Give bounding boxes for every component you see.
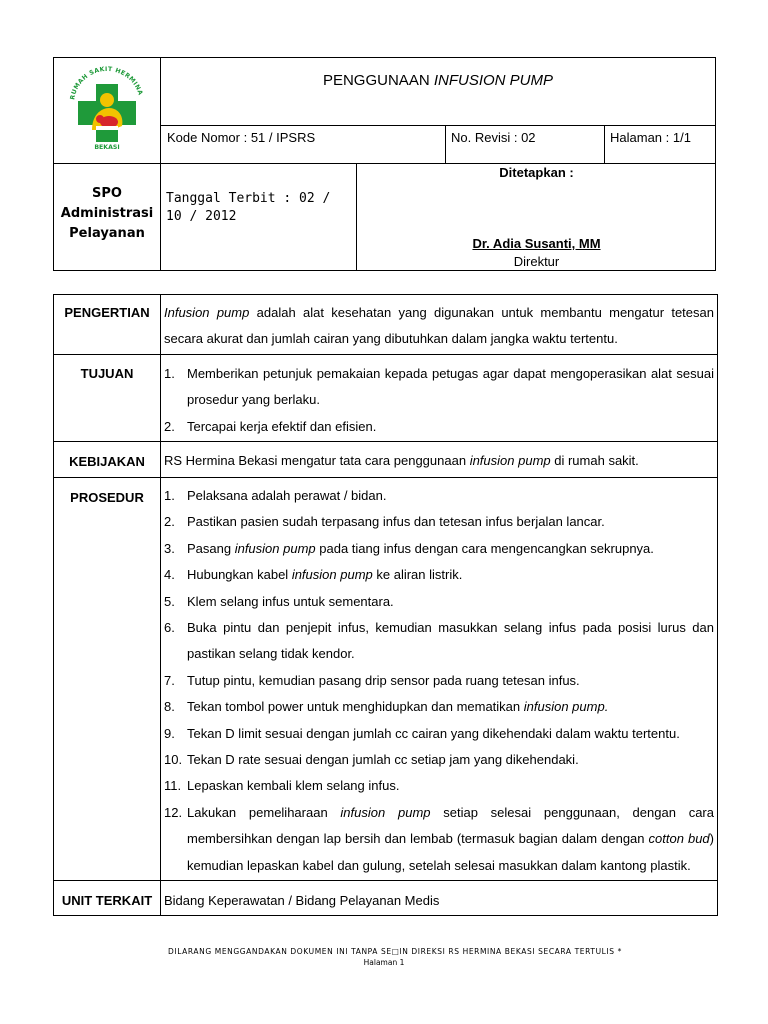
prosedur-item-text: Tekan D limit sesuai dengan jumlah cc cairan yang dikehendaki dalam waktu tertentu. [187,725,680,741]
prosedur-item [164,747,714,773]
prosedur-item-text: ) kemudian lepaskan kabel dan gulung, setelah selesai masukkan dalam kantong plastik. [187,831,714,873]
tujuan-item-number: 2. [164,418,175,434]
prosedur-item [164,536,714,562]
kebijakan-label: KEBIJAKAN [69,454,145,469]
signatory-name: Dr. Adia Susanti, MM [472,236,601,251]
prosedur-item-italic: cotton bud [648,831,710,847]
tujuan-item [164,414,714,440]
prosedur-item-text: pada tiang infus dengan cara mengencangkan sekrupnya. [315,540,654,556]
prosedur-item-number: 12. [164,804,183,820]
document-title [160,72,716,89]
kebijakan-after: di rumah sakit. [550,453,639,468]
prosedur-item [164,615,714,668]
kode-nomor: Kode Nomor : 51 / IPSRS [167,130,316,145]
prosedur-item-text: Pastikan pasien sudah terpasang infus dan tetesan infus berjalan lancar. [187,514,605,530]
content-divider [53,441,718,442]
tujuan-list [164,361,714,440]
prosedur-item [164,668,714,694]
prosedur-item-text: Tekan tombol power untuk menghidupkan dan mematikan [187,699,524,715]
pengertian-body: adalah alat kesehatan yang digunakan untuk membantu mengatur tetesan secara akurat dan jumlah cairan yang dibutuhkan dalam jangka waktu tertentu. [164,305,714,346]
prosedur-item [164,694,714,720]
prosedur-item-number: 1. [164,488,175,503]
header-divider [160,57,161,271]
pengertian-label: PENGERTIAN [64,305,150,320]
spo-line: Administrasi [60,206,154,221]
content-divider [53,354,718,355]
pengertian-italic: Infusion pump [164,305,250,320]
prosedur-item-number: 5. [164,593,175,609]
prosedur-item-text: Lakukan pemeliharaan [187,804,341,820]
prosedur-item-italic: infusion pump. [523,699,609,715]
prosedur-item [164,589,714,615]
tujuan-item-number: 1. [164,366,175,381]
prosedur-item [164,509,714,535]
prosedur-item-number: 6. [164,620,175,636]
content-divider [53,880,718,881]
prosedur-item-italic: infusion pump [291,567,373,583]
prosedur-item-text: Tekan D rate sesuai dengan jumlah cc setiap jam yang dikehendaki. [187,752,579,768]
prosedur-item-text: setiap selesai penggunaan, dengan cara membersihkan dengan lap bersih dan lembab (termasuk bagian dalam dengan [187,804,714,847]
spo-line: Pelayanan [69,226,145,241]
tujuan-item [164,361,714,414]
prosedur-item [164,562,714,588]
hospital-logo [62,64,152,156]
prosedur-item-number: 2. [164,514,175,530]
kebijakan-italic: infusion pump [469,453,551,468]
pengertian-text [164,300,714,352]
prosedur-item-number: 4. [164,567,175,583]
prosedur-item-number: 10. [164,752,183,768]
title-plain: PENGGUNAAN [322,72,434,89]
tujuan-item-text: Tercapai kerja efektif dan efisien. [187,418,377,434]
prosedur-item-text: Hubungkan kabel [187,567,292,583]
prosedur-item-text: Pelaksana adalah perawat / bidan. [187,488,387,503]
content-divider [160,294,161,916]
footer-notice: DILARANG MENGGANDAKAN DOKUMEN INI TANPA SE□IN DIREKSI RS HERMINA BEKASI SECARA TERTULIS * [168,947,622,956]
svg-text:RUMAH SAKIT HERMINA: RUMAH SAKIT HERMINA [69,65,144,101]
tanggal-terbit: Tanggal Terbit : 02 / 10 / 2012 [166,191,331,224]
prosedur-item-italic: infusion pump [340,804,431,820]
header-divider [53,163,716,164]
spo-line: SPO [92,186,122,201]
prosedur-label: PROSEDUR [70,490,144,505]
prosedur-item-text: ke aliran listrik. [372,567,463,583]
prosedur-item-number: 8. [164,699,175,715]
svg-text:BEKASI: BEKASI [94,144,120,151]
prosedur-item [164,773,714,799]
signatory-title: Direktur [513,254,560,269]
prosedur-item-text: Pasang [187,540,235,556]
prosedur-item [164,721,714,747]
prosedur-item-italic: infusion pump [234,540,316,556]
prosedur-item [164,483,714,509]
prosedur-item-text: Lepaskan kembali klem selang infus. [187,778,400,794]
content-divider [53,477,718,478]
prosedur-item-number: 3. [164,540,175,556]
tujuan-item-text: Memberikan petunjuk pemakaian kepada petugas agar dapat mengoperasikan alat sesuai prosedur yang berlaku. [187,366,714,408]
header-divider [604,125,605,163]
prosedur-item-text: Tutup pintu, kemudian pasang drip sensor pada ruang tetesan infus. [187,672,580,688]
kebijakan-text [164,453,714,468]
title-italic: INFUSION PUMP [433,72,554,89]
kebijakan-before: RS Hermina Bekasi mengatur tata cara penggunaan [164,453,470,468]
spo-label [54,184,160,244]
hospital-logo-icon [62,64,152,156]
prosedur-item-number: 9. [164,725,175,741]
prosedur-list [164,483,714,879]
unit-terkait-text: Bidang Keperawatan / Bidang Pelayanan Medis [164,893,440,908]
unit-terkait-label: UNIT TERKAIT [61,893,153,908]
footer-page: Halaman 1 [363,958,405,967]
prosedur-item-text: Buka pintu dan penjepit infus, kemudian masukkan selang infus pada posisi lurus dan pastikan selang tidak kendor. [187,620,714,662]
tujuan-label: TUJUAN [80,366,134,381]
no-revisi: No. Revisi : 02 [451,130,536,145]
halaman-header: Halaman : 1/1 [610,130,691,145]
prosedur-item-number: 11. [164,778,182,794]
prosedur-item-text: Klem selang infus untuk sementara. [187,593,394,609]
prosedur-item-number: 7. [164,672,175,688]
prosedur-item [164,800,714,879]
header-divider [445,125,446,163]
ditetapkan-label: Ditetapkan : [499,165,574,180]
header-divider [160,125,716,126]
